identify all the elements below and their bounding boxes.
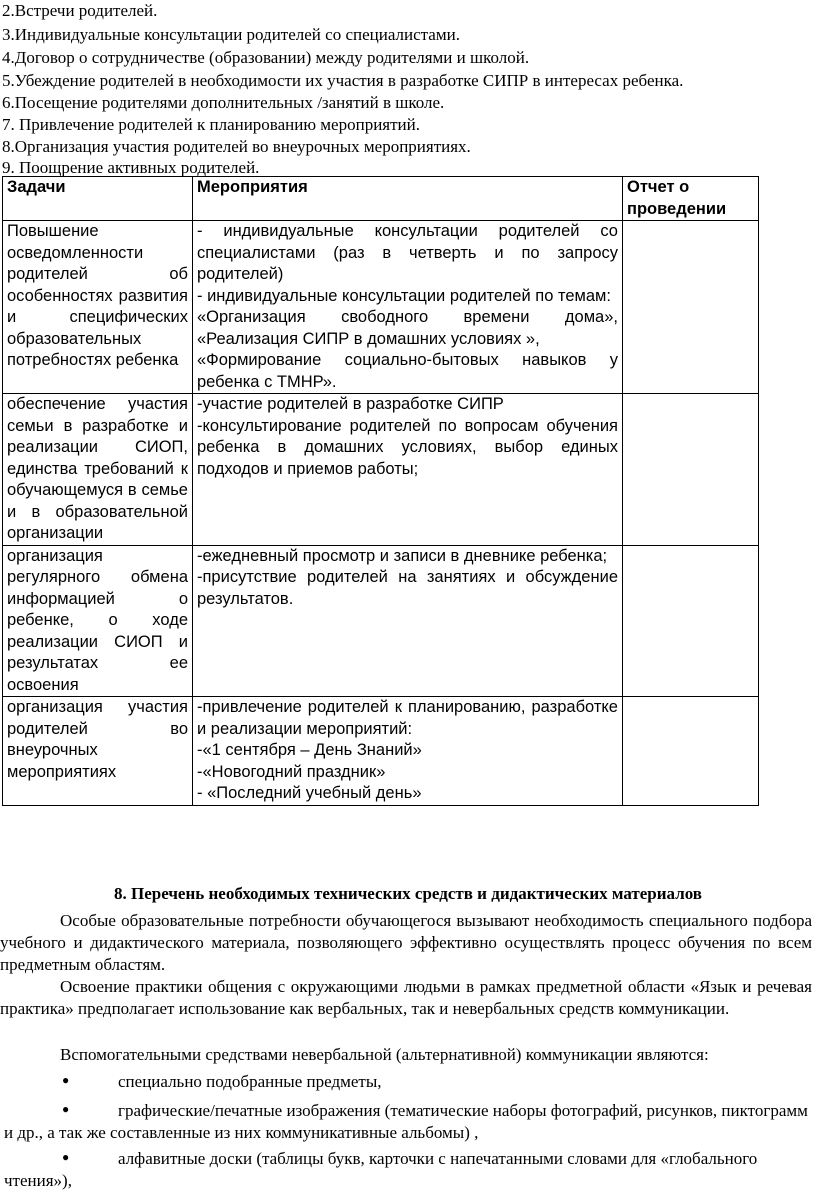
paragraph: Особые образовательные потребности обучающегося вызывают необходимость специального подбора учебного и дидактического материала, позволяющего эффективно осуществлять процесс обучения по всем предметным областям.	[0, 911, 812, 974]
header-tasks: Задачи	[3, 177, 193, 221]
bullet-icon: ●	[62, 1102, 70, 1116]
section-title: 8. Перечень необходимых технических средств и дидактических материалов	[113, 884, 702, 903]
task-cell: организация участия родителей во внеурочных мероприятиях	[3, 697, 193, 806]
list-item: 3.Индивидуальные консультации родителей со специалистами.	[2, 25, 460, 44]
report-cell	[623, 545, 759, 697]
event-line: -участие родителей в разработке СИПР	[197, 395, 504, 413]
events-cell	[193, 221, 623, 394]
events-cell	[193, 545, 623, 697]
event-line: - «Последний учебный день»	[197, 784, 422, 802]
report-cell	[623, 697, 759, 806]
bullet-icon: ●	[62, 1073, 70, 1087]
bullet-item: алфавитные доски (таблицы букв, карточки с напечатанными словами для «глобального чтения»),	[4, 1149, 758, 1190]
list-item: 2.Встречи родителей.	[2, 1, 158, 20]
task-cell: обеспечение участия семьи в разработке и реализации СИОП, единства требований к обучающемуся в семье и в образовательной организации	[3, 394, 193, 546]
event-line: -«Новогодний праздник»	[197, 762, 386, 781]
report-cell	[623, 221, 759, 394]
list-item: 6.Посещение родителями дополнительных /занятий в школе.	[2, 93, 445, 112]
event-line: «Формирование социально-бытовых навыков у ребенка с ТМНР».	[197, 351, 618, 391]
event-line: -ежедневный просмотр и записи в дневнике ребенка;	[197, 546, 608, 565]
task-cell: Повышение осведомленности родителей об особенностях развития и специфических образовательных потребностях ребенка	[3, 221, 193, 394]
bullet-icon: ●	[62, 1150, 70, 1164]
header-report: Отчет о проведении	[623, 177, 759, 221]
table-row	[3, 221, 759, 394]
header-events: Мероприятия	[193, 177, 623, 221]
bullet-item: графические/печатные изображения (тематические наборы фотографий, рисунков, пиктограмм и др., а так же составленные из них коммуникативные альбомы) ,	[4, 1101, 808, 1142]
event-line: - индивидуальные консультации родителей по темам:	[197, 286, 611, 305]
table-row	[3, 545, 759, 697]
list-item: 7. Привлечение родителей к планированию мероприятий.	[2, 115, 420, 134]
events-cell	[193, 394, 623, 546]
event-line: -присутствие родителей на занятиях и обсуждение результатов.	[197, 568, 618, 608]
list-item: 5.Убеждение родителей в необходимости их участия в разработке СИПР в интересах ребенка.	[2, 71, 684, 90]
event-line: -консультирование родителей по вопросам обучения ребенка в домашних условиях, выбор единых подходов и приемов работы;	[197, 416, 618, 478]
paragraph: Освоение практики общения с окружающими людьми в рамках предметной области «Язык и речевая практика» предполагает использование как вербальных, так и невербальных средств коммуникации.	[0, 977, 812, 1018]
event-line: - индивидуальные консультации родителей со специалистами (раз в четверть и по запросу родителей)	[197, 222, 618, 283]
event-line: «Организация свободного времени дома», «Реализация СИПР в домашних условиях »,	[197, 308, 618, 348]
event-line: -«1 сентября – День Знаний»	[197, 741, 422, 759]
task-cell: организация регулярного обмена информацией о ребенке, о ходе реализации СИОП и результатах ее освоения	[3, 545, 193, 697]
list-item: 8.Организация участия родителей во внеурочных мероприятиях.	[2, 137, 471, 156]
list-item: 4.Договор о сотрудничестве (образовании) между родителями и школой.	[2, 48, 530, 67]
table-header-row	[3, 177, 759, 221]
paragraph: Вспомогательными средствами невербальной (альтернативной) коммуникации являются:	[60, 1045, 709, 1064]
event-line: -привлечение родителей к планированию, разработке и реализации мероприятий:	[197, 698, 618, 738]
parent-work-table	[2, 176, 759, 806]
list-item: 9. Поощрение активных родителей.	[2, 158, 260, 177]
table-row	[3, 394, 759, 546]
events-cell	[193, 697, 623, 806]
bullet-item: специально подобранные предметы,	[118, 1072, 382, 1091]
report-cell	[623, 394, 759, 546]
table-row	[3, 697, 759, 806]
